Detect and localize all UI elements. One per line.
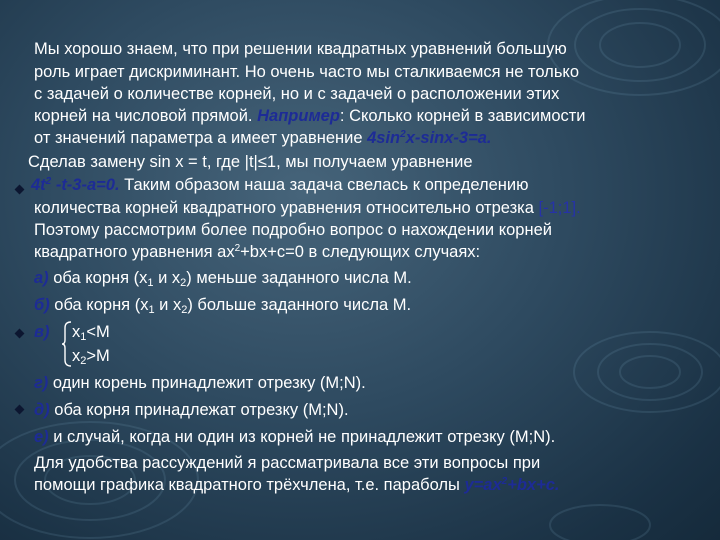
equation: $4t^2$ -t-3-a=0. [31, 176, 120, 194]
text-line: Для удобства рассуждений я рассматривала все эти вопросы при [34, 454, 541, 472]
text-line: квадратного уравнения $ax^2+bx+c=0$ в следующих случаях: [34, 243, 481, 261]
case-marker: е) [34, 428, 49, 446]
case-marker: б) [34, 296, 50, 314]
case-marker: д) [34, 401, 50, 419]
case-marker: а) [34, 269, 49, 287]
text-line: Поэтому рассмотрим более подробно вопрос о нахождении корней [34, 221, 552, 239]
text-line: помощи графика квадратного трёхчлена, т.е. параболы $y=ax^2+bx+c$. [34, 476, 560, 494]
bullet-icon [15, 329, 25, 339]
bullet-icon [15, 405, 25, 415]
equation: $4\sin^2x-\sin x-3=a$. [367, 129, 492, 147]
case-b: б) оба корня ($x_1$ и $x_2$) больше заданного числа М. [34, 296, 412, 316]
bullet-icon [15, 185, 25, 195]
system-line-2: $x_2>M$ [72, 347, 110, 367]
text-line: Мы хорошо знаем, что при решении квадратных уравнений большую [34, 40, 567, 58]
case-marker: г) [34, 374, 49, 392]
case-a: а) оба корня ($x_1$ и $x_2$) меньше заданного числа М. [34, 269, 412, 289]
case-marker: в) [34, 323, 50, 341]
example-label: Например [257, 107, 340, 125]
text-line: корней на числовой прямой. Например: Сколько корней в зависимости [34, 107, 586, 125]
case-e: е) и случай, когда ни один из корней не принадлежит отрезку (M;N). [34, 428, 556, 446]
case-d: д) оба корня принадлежат отрезку (M;N). [34, 401, 349, 419]
text-line: с задачей о количестве корней, но и с задачей о расположении этих [34, 85, 560, 103]
case-g: г) один корень принадлежит отрезку (M;N). [34, 374, 366, 392]
text-line: от значений параметра а имеет уравнение $4\sin^2x-\sin x-3=a$. [34, 129, 492, 147]
system-brace-icon [62, 321, 72, 367]
interval: [-1;1]. [538, 199, 581, 217]
system-line-1: $x_1<M$ [72, 323, 110, 343]
text-line: роль играет дискриминант. Но очень часто мы сталкиваемся не только [34, 63, 579, 81]
text-line: Сделав замену sin x = t, где |t|≤1, мы получаем уравнение [28, 153, 473, 171]
case-v [34, 321, 49, 344]
text-line: $4t^2$ -t-3-a=0. Таким образом наша задача свелась к определению [31, 176, 529, 194]
equation: $y=ax^2+bx+c$. [464, 476, 560, 494]
text-line: количества корней квадратного уравнения относительно отрезка [-1;1]. [34, 199, 581, 217]
